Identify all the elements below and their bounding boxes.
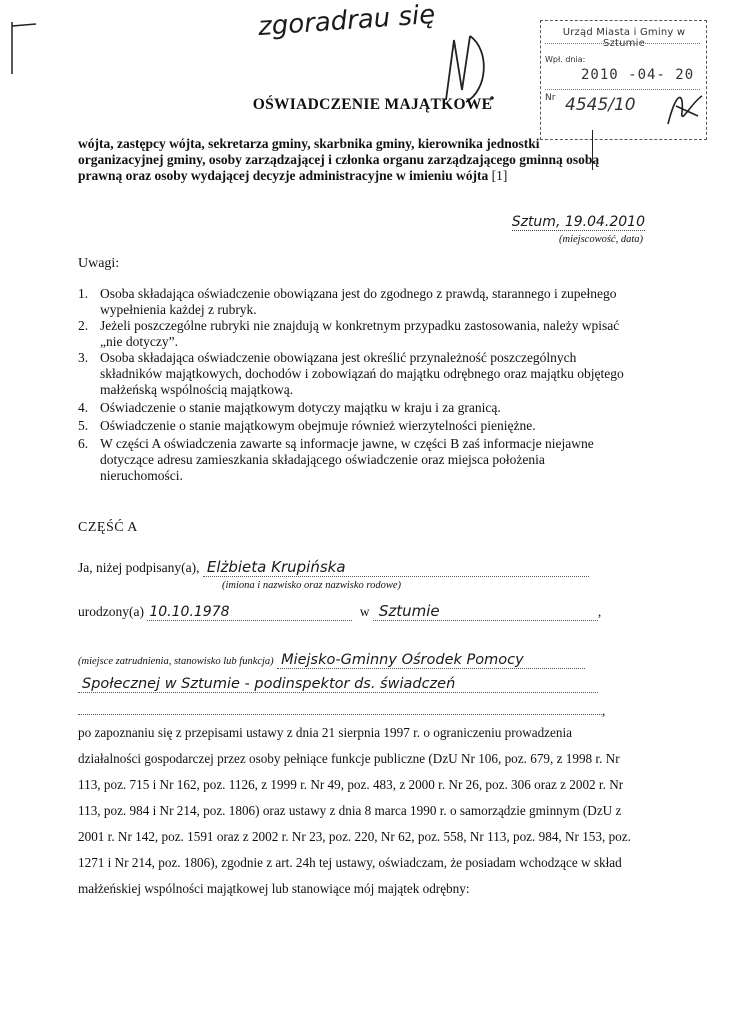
birth-date-value: 10.10.1978: [149, 604, 230, 620]
handwritten-annotation: zgoradrau się: [257, 0, 437, 43]
birth-label: urodzony(a): [78, 604, 144, 619]
place-date-field: [470, 214, 645, 231]
part-a-heading: CZĘŚĆ A: [78, 520, 138, 535]
signer-label: Ja, niżej podpisany(a),: [78, 560, 200, 575]
stamp-number: 4545/10: [565, 95, 636, 115]
note-item: 6. W części A oświadczenia zawarte są informacje jawne, w części B zaś informacje niejawne dotyczące adresu zamieszkania składającego oświadczenie oraz miejsca położenia nieruchomości.: [78, 436, 594, 483]
employment-caption: (miejsce zatrudnienia, stanowisko lub funkcja): [78, 656, 274, 667]
note-item: 1. Osoba składająca oświadczenie obowiązana jest do zgodnego z prawdą, starannego i zupełnego wypełnienia każdej z rubryk.: [78, 286, 617, 317]
birth-place-label: w: [359, 604, 370, 619]
birth-row: urodzony(a) 10.10.1978 w Sztumie ,: [78, 602, 602, 620]
employment-field-1[interactable]: [277, 652, 585, 669]
employment-row: [78, 652, 585, 669]
signer-field[interactable]: [203, 558, 589, 577]
stamp-received-date: 2010 -04- 20: [581, 67, 695, 83]
birth-date-field[interactable]: [147, 604, 352, 621]
note-item: 4. Oświadczenie o stanie majątkowym dotyczy majątku w kraju i za granicą.: [78, 400, 501, 415]
place-date-caption: (miejscowość, data): [559, 234, 643, 245]
employment-row-2: [78, 676, 598, 693]
stamp-received-label: Wpł. dnia:: [545, 55, 586, 64]
place-date-value: Sztum, 19.04.2010: [511, 214, 645, 230]
note-item: 5. Oświadczenie o stanie majątkowym obejmuje również wierzytelności pieniężne.: [78, 418, 536, 433]
document-title: OŚWIADCZENIE MAJĄTKOWE: [252, 96, 493, 113]
employment-field-2[interactable]: [78, 676, 598, 693]
corner-mark: [4, 18, 44, 78]
birth-place-field[interactable]: [373, 602, 598, 621]
employment-field-3[interactable]: [78, 700, 602, 715]
name-caption: (imiona i nazwisko oraz nazwisko rodowe): [222, 580, 401, 591]
employment-value-1: Miejsko-Gminny Ośrodek Pomocy: [281, 652, 524, 668]
note-item: 3. Osoba składająca oświadczenie obowiązana jest określić przynależność poszczególnych składników majątkowych, dochodów i zobowiązań do majątku odrębnego oraz majątku objętego małżeńską wspólnością majątkową.: [78, 350, 624, 397]
document-subtitle: [78, 136, 618, 184]
notes-heading: Uwagi:: [78, 256, 120, 271]
subtitle-footnote-ref: [1]: [491, 168, 508, 183]
note-item: 2. Jeżeli poszczególne rubryki nie znajdują w konkretnym przypadku zastosowania, należy wpisać „nie dotyczy”.: [78, 318, 620, 349]
signer-value: Elżbieta Krupińska: [206, 558, 346, 576]
employment-row-3: ,: [78, 700, 605, 719]
stamp-number-label: Nr: [545, 93, 556, 103]
statement-paragraph: po zapoznaniu się z przepisami ustawy z dnia 21 sierpnia 1997 r. o ograniczeniu prowadzenia działalności gospodarczej przez osoby pełniące funkcje publiczne (DzU Nr 106, poz. 679, z 1998 r. Nr 113, poz. 715 i Nr 162, poz. 1126, z 1999 r. Nr 49, poz. 483, z 2000 r. Nr 26, poz. 306 oraz z 2002 r. Nr 113, poz. 984 i Nr 214, poz. 1806) oraz ustawy z dnia 8 marca 1990 r. o samorządzie gminnym (DzU z 2001 r. Nr 142, poz. 1591 oraz z 2002 r. Nr 23, poz. 220, Nr 62, poz. 558, Nr 113, poz. 984, Nr 153, poz. 1271 i Nr 214, poz. 1806), zgodnie z art. 24h tej ustawy, oświadczam, że posiadam wchodzące w skład małżeńskiej wspólności majątkowej lub stanowiące mój majątek odrębny:: [78, 725, 631, 896]
employment-value-2: Społecznej w Sztumie - podinspektor ds. świadczeń: [82, 676, 456, 692]
signer-row: [78, 558, 589, 577]
subtitle-text: wójta, zastępcy wójta, sekretarza gminy, skarbnika gminy, kierownika jednostki organizacyjnej gminy, osoby zarządzającej i członka organu zarządzającego gminną osobą prawną oraz osoby wydającej decyzje administracyjne w imieniu wójta: [78, 136, 600, 183]
stamp-office: Urząd Miasta i Gminy w Sztumie: [562, 27, 686, 49]
birth-place-value: Sztumie: [378, 602, 440, 620]
